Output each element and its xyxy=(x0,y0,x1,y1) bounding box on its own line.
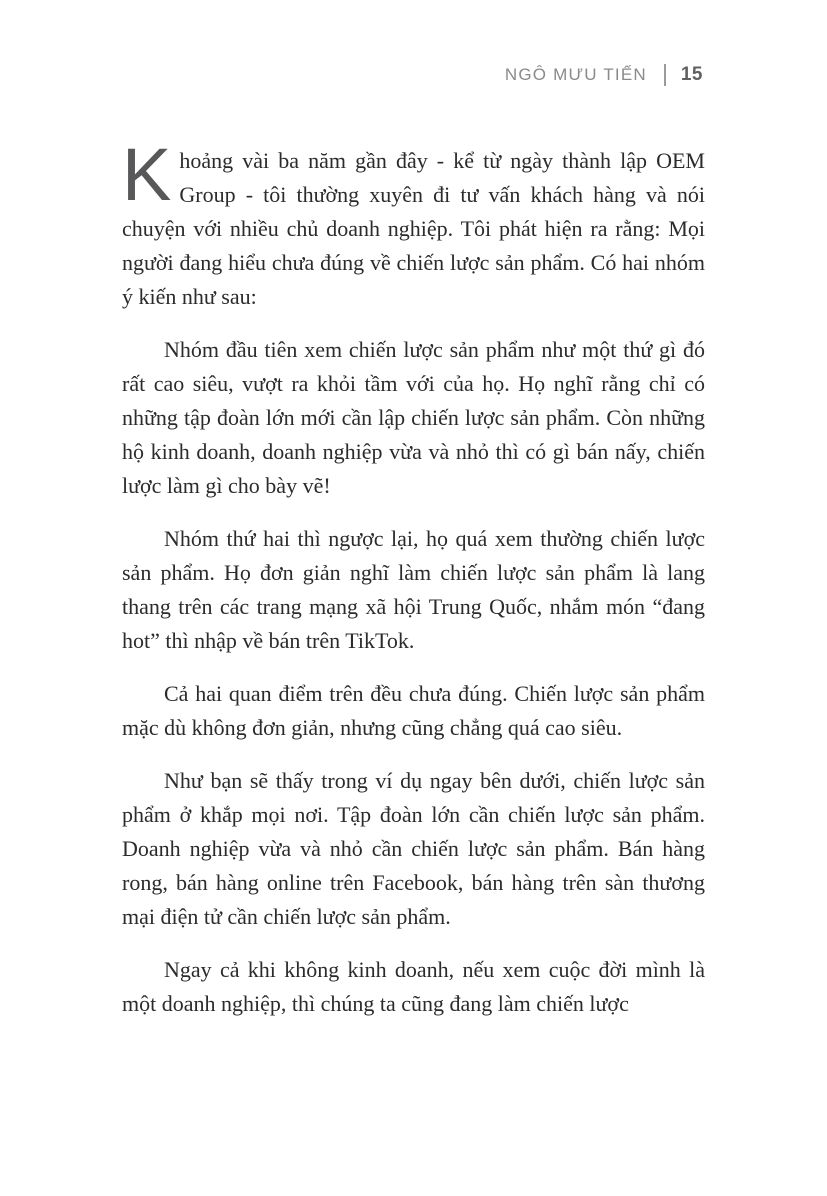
body-text xyxy=(122,133,705,1040)
header-divider xyxy=(664,64,666,86)
author-name: NGÔ MƯU TIẾN xyxy=(504,65,647,84)
paragraph: Như bạn sẽ thấy trong ví dụ ngay bên dưới, chiến lược sản phẩm ở khắp mọi nơi. Tập đoàn lớn cần chiến lược sản phẩm. Doanh nghiệp vừa và nhỏ cần chiến lược sản phẩm. Bán hàng rong, bán hàng online trên Facebook, bán hàng trên sàn thương mại điện tử cần chiến lược sản phẩm. xyxy=(122,768,705,929)
running-header xyxy=(505,64,703,86)
paragraph: Nhóm thứ hai thì ngược lại, họ quá xem thường chiến lược sản phẩm. Họ đơn giản nghĩ làm chiến lược sản phẩm là lang thang trên các trang mạng xã hội Trung Quốc, nhắm món “đang hot” thì nhập về bán trên TikTok. xyxy=(122,526,705,653)
opening-paragraph-text: hoảng vài ba năm gần đây - kể từ ngày thành lập OEM Group - tôi thường xuyên đi tư vấn khách hàng và nói chuyện với nhiều chủ doanh nghiệp. Tôi phát hiện ra rằng: Mọi người đang hiểu chưa đúng về chiến lược sản phẩm. Có hai nhóm ý kiến như sau: xyxy=(122,148,705,309)
drop-cap: K xyxy=(122,133,172,216)
paragraph: Ngay cả khi không kinh doanh, nếu xem cuộc đời mình là một doanh nghiệp, thì chúng ta cũng đang làm chiến lược xyxy=(122,957,705,1016)
page-number: 15 xyxy=(680,64,703,85)
paragraph: Cả hai quan điểm trên đều chưa đúng. Chiến lược sản phẩm mặc dù không đơn giản, nhưng cũng chẳng quá cao siêu. xyxy=(122,681,705,740)
paragraph: Nhóm đầu tiên xem chiến lược sản phẩm như một thứ gì đó rất cao siêu, vượt ra khỏi tầm với của họ. Họ nghĩ rằng chỉ có những tập đoàn lớn mới cần lập chiến lược sản phẩm. Còn những hộ kinh doanh, doanh nghiệp vừa và nhỏ thì có gì bán nấy, chiến lược làm gì cho bày vẽ! xyxy=(122,337,705,498)
paragraph-opening xyxy=(122,133,705,314)
